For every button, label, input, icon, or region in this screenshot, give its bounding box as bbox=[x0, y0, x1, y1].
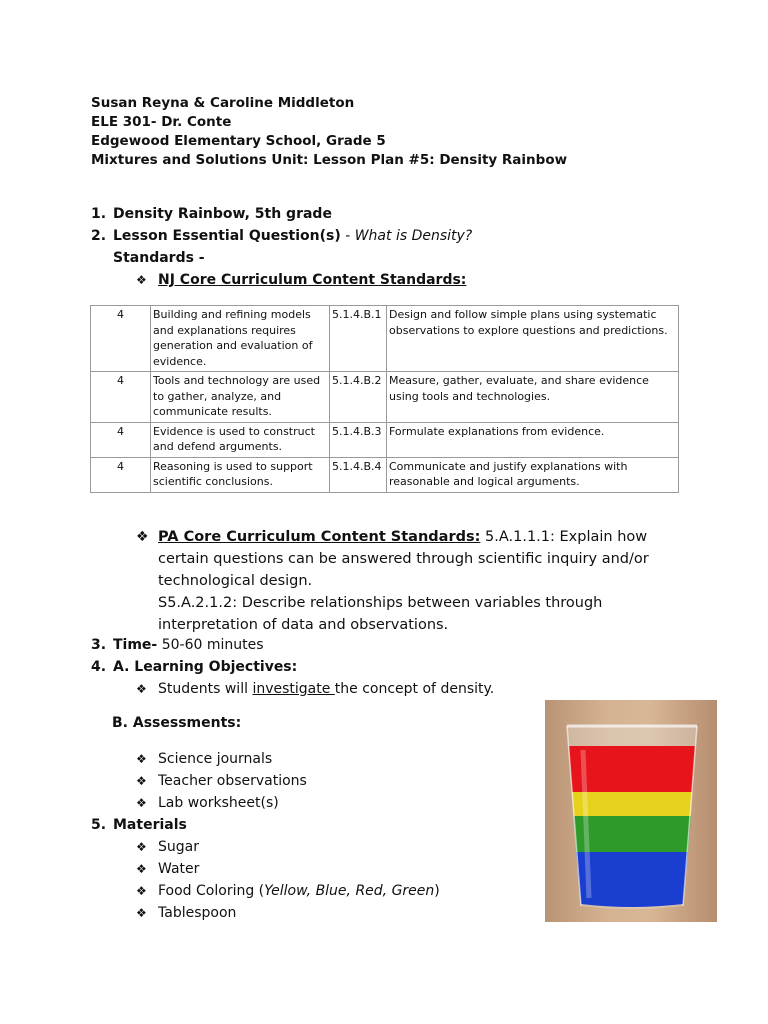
item-number: 3. bbox=[91, 637, 107, 653]
material-text: Food Coloring ( bbox=[158, 883, 265, 899]
objective-underlined: investigate bbox=[252, 681, 335, 697]
description-cell: Reasoning is used to support scientific conclusions. bbox=[151, 457, 330, 492]
assessment-text: Science journals bbox=[158, 751, 273, 767]
nj-heading-text: NJ Core Curriculum Content Standards: bbox=[158, 272, 467, 288]
description-cell: Evidence is used to construct and defend arguments. bbox=[151, 422, 330, 457]
description-cell: Tools and technology are used to gather, analyze, and communicate results. bbox=[151, 372, 330, 423]
diamond-bullet-icon: ❖ bbox=[136, 884, 147, 898]
material-item bbox=[136, 881, 440, 901]
item-1 bbox=[91, 204, 332, 224]
standard-cell: Formulate explanations from evidence. bbox=[387, 422, 679, 457]
diamond-bullet-icon: ❖ bbox=[136, 862, 147, 876]
essential-question: What is Density? bbox=[354, 228, 473, 244]
standard-cell: Design and follow simple plans using systematic observations to explore questions and predictions. bbox=[387, 306, 679, 372]
yellow-layer bbox=[572, 792, 692, 816]
assessment-item bbox=[136, 771, 307, 791]
time-label: Time- bbox=[113, 637, 158, 653]
objective-pre: Students will bbox=[158, 681, 253, 697]
code-cell: 5.1.4.B.3 bbox=[330, 422, 387, 457]
course: ELE 301- Dr. Conte bbox=[91, 114, 232, 130]
material-item bbox=[136, 859, 199, 879]
authors: Susan Reyna & Caroline Middleton bbox=[91, 95, 355, 111]
unit-title: Mixtures and Solutions Unit: Lesson Plan #5: Density Rainbow bbox=[91, 152, 568, 168]
code-cell: 5.1.4.B.2 bbox=[330, 372, 387, 423]
item-number: 5. bbox=[91, 817, 107, 833]
table-row bbox=[91, 306, 679, 372]
grade-cell: 4 bbox=[91, 422, 151, 457]
pa-standards bbox=[158, 526, 678, 636]
assessments-label: B. Assessments: bbox=[112, 715, 242, 731]
materials-label: Materials bbox=[113, 817, 187, 833]
standard-cell: Communicate and justify explanations with reasonable and logical arguments. bbox=[387, 457, 679, 492]
material-item bbox=[136, 837, 199, 857]
close-paren: ) bbox=[434, 883, 440, 899]
blue-layer bbox=[576, 852, 688, 907]
lesson-title: Density Rainbow, 5th grade bbox=[113, 206, 332, 222]
diamond-bullet-icon: ❖ bbox=[136, 796, 147, 810]
objectives-label: A. Learning Objectives: bbox=[113, 659, 298, 675]
time-value: 50-60 minutes bbox=[161, 637, 264, 653]
material-text: Water bbox=[158, 861, 200, 877]
density-rainbow-photo bbox=[545, 700, 717, 922]
table-row bbox=[91, 457, 679, 492]
nj-standards-table bbox=[90, 305, 679, 493]
green-layer bbox=[574, 816, 691, 852]
description-cell: Building and refining models and explanations requires generation and evaluation of evidence. bbox=[151, 306, 330, 372]
essential-question-label: Lesson Essential Question(s) bbox=[113, 228, 341, 244]
grade-cell: 4 bbox=[91, 372, 151, 423]
diamond-bullet-icon: ❖ bbox=[136, 273, 147, 287]
material-text: Sugar bbox=[158, 839, 199, 855]
diamond-bullet-icon: ❖ bbox=[136, 906, 147, 920]
diamond-bullet-icon: ❖ bbox=[136, 529, 149, 545]
assessment-item bbox=[136, 793, 279, 813]
document-header bbox=[91, 94, 567, 170]
table-row bbox=[91, 422, 679, 457]
diamond-bullet-icon: ❖ bbox=[136, 682, 147, 696]
school: Edgewood Elementary School, Grade 5 bbox=[91, 133, 386, 149]
code-cell: 5.1.4.B.4 bbox=[330, 457, 387, 492]
standard-cell: Measure, gather, evaluate, and share evidence using tools and technologies. bbox=[387, 372, 679, 423]
objective-post: the concept of density. bbox=[334, 681, 495, 697]
objective-item bbox=[136, 679, 494, 699]
grade-cell: 4 bbox=[91, 306, 151, 372]
diamond-bullet-icon: ❖ bbox=[136, 840, 147, 854]
red-layer bbox=[569, 746, 695, 792]
assessment-text: Lab worksheet(s) bbox=[158, 795, 279, 811]
item-3 bbox=[91, 635, 264, 655]
item-4 bbox=[91, 657, 297, 677]
item-5 bbox=[91, 815, 187, 835]
item-number: 2. bbox=[91, 228, 107, 244]
assessment-text: Teacher observations bbox=[158, 773, 307, 789]
assessment-item bbox=[136, 749, 272, 769]
standards-label: Standards - bbox=[113, 250, 205, 266]
material-item bbox=[136, 903, 236, 923]
rainbow-glass-image bbox=[565, 720, 699, 912]
item-number: 4. bbox=[91, 659, 107, 675]
code-cell: 5.1.4.B.1 bbox=[330, 306, 387, 372]
separator: - bbox=[340, 228, 355, 244]
pa-heading: PA Core Curriculum Content Standards: bbox=[158, 529, 481, 545]
pa-standard-2: S5.A.2.1.2: Describe relationships between variables through interpretation of data and observations. bbox=[158, 595, 603, 633]
pa-standard-1: 5.A.1.1.1: Explain how certain questions can be answered through scientific inquiry and/or technological design. bbox=[158, 529, 649, 589]
diamond-bullet-icon: ❖ bbox=[136, 752, 147, 766]
diamond-bullet-icon: ❖ bbox=[136, 774, 147, 788]
material-text: Tablespoon bbox=[158, 905, 237, 921]
item-number: 1. bbox=[91, 206, 107, 222]
nj-standards-heading bbox=[136, 270, 466, 290]
item-2 bbox=[91, 226, 472, 246]
table-row bbox=[91, 372, 679, 423]
grade-cell: 4 bbox=[91, 457, 151, 492]
food-colors: Yellow, Blue, Red, Green bbox=[264, 883, 435, 899]
